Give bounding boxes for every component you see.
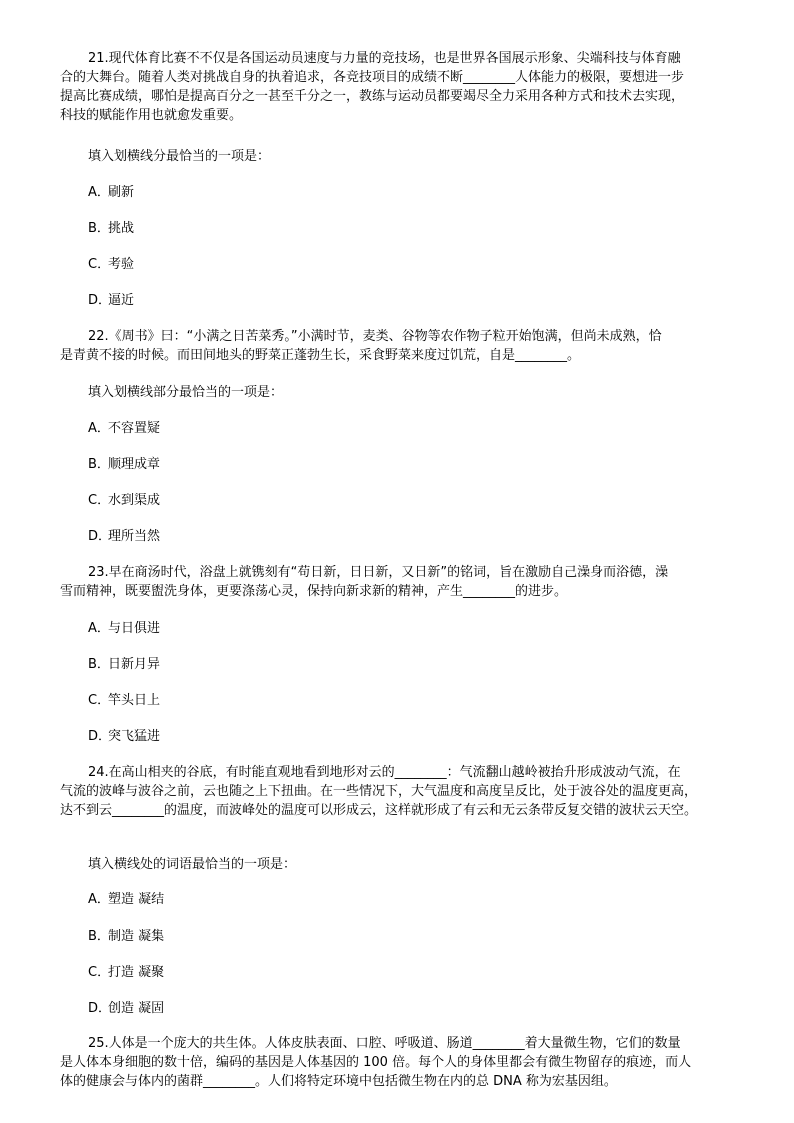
question-23-option-c[interactable]: C．竿头日上 [88,693,161,708]
question-22-line-2: 是青黄不接的时候。而田间地头的野菜正蓬勃生长，采食野菜来度过饥荒，自是________。 [60,348,581,363]
question-24-line-3: 达不到云________的温度，而波峰处的温度可以形成云，这样就形成了有云和无云条带反复交错的波状云天空。 [60,803,698,818]
question-24-option-d[interactable]: D．创造 凝固 [88,1001,165,1016]
question-22-option-c[interactable]: C．水到渠成 [88,493,161,508]
question-25-line-3: 体的健康会与体内的菌群________。人们将特定环境中包括微生物在内的总 DNA 称为宏基因组。 [60,1074,617,1089]
question-22-option-b[interactable]: B．顺理成章 [88,457,161,472]
question-21-line-1: 21.现代体育比赛不不仅是各国运动员速度与力量的竞技场，也是世界各国展示形象、尖端科技与体育融 [88,51,681,66]
question-25-line-2: 是人体本身细胞的数十倍，编码的基因是人体基因的 100 倍。每个人的身体里都会有微生物留存的痕迹，而人 [60,1055,692,1070]
question-25-line-1: 25.人体是一个庞大的共生体。人体皮肤表面、口腔、呼吸道、肠道________着大量微生物，它们的数量 [88,1036,681,1051]
question-23-stem [60,563,750,601]
question-21-line-4: 科技的赋能作用也就愈发重要。 [60,108,243,123]
question-24-option-a[interactable]: A．塑造 凝结 [88,892,165,907]
question-24-line-1: 24.在高山相夹的谷底，有时能直观地看到地形对云的________：气流翻山越岭被抬升形成波动气流，在 [88,765,681,780]
question-21-option-d[interactable]: D．逼近 [88,293,135,308]
question-23-option-d[interactable]: D．突飞猛进 [88,729,161,744]
question-23-option-b[interactable]: B．日新月异 [88,657,161,672]
question-22-option-a[interactable]: A．不容置疑 [88,421,161,436]
question-23-option-a[interactable]: A．与日俱进 [88,621,161,636]
question-21-line-3: 提高比赛成绩，哪怕是提高百分之一甚至千分之一，教练与运动员都要竭尽全力采用各种方式和技术去实现， [60,89,685,104]
question-25-stem [60,1034,750,1091]
question-22-prompt: 填入划横线部分最恰当的一项是： [88,385,284,400]
question-24-option-b[interactable]: B．制造 凝集 [88,929,165,944]
question-21-line-2: 合的大舞台。随着人类对挑战自身的执着追求，各竞技项目的成绩不断________人体能力的极限，要想进一步 [60,70,685,85]
question-23-line-1: 23.早在商汤时代，浴盘上就镌刻有“苟日新，日日新，又日新”的铭词，旨在激励自己澡身而浴德，澡 [88,565,669,580]
question-21-option-c[interactable]: C．考验 [88,257,135,272]
question-22-stem [60,327,750,365]
question-24-line-2: 气流的波峰与波谷之前，云也随之上下扭曲。在一些情况下，大气温度和高度呈反比，处于波谷处的温度更高， [60,784,698,799]
question-24-stem [60,763,750,820]
question-24-option-c[interactable]: C．打造 凝聚 [88,965,165,980]
question-21-prompt: 填入划横线分最恰当的一项是： [88,149,271,164]
question-21-option-b[interactable]: B．挑战 [88,221,135,236]
question-22-option-d[interactable]: D．理所当然 [88,529,161,544]
question-24-prompt: 填入横线处的词语最恰当的一项是： [88,857,297,872]
question-21-stem [60,49,750,125]
question-23-line-2: 雪而精神，既要盥洗身体，更要涤荡心灵，保持向新求新的精神，产生________的进步。 [60,584,568,599]
question-22-line-1: 22.《周书》曰：“小满之日苦菜秀。”小满时节，麦类、谷物等农作物子粒开始饱满，但尚未成熟，恰 [88,329,662,344]
question-21-option-a[interactable]: A．刷新 [88,185,135,200]
